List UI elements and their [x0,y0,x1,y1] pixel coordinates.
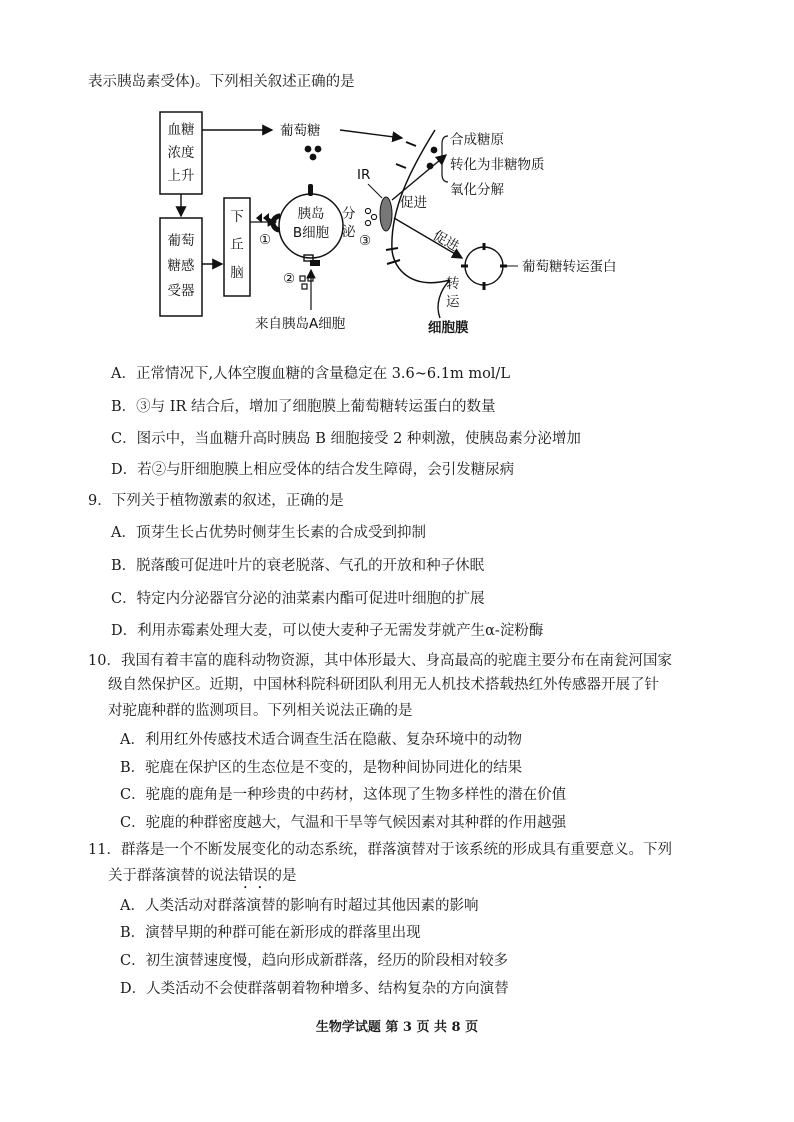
q11-option-d: D．人类活动不会使群落朝着物种增多、结构复杂的方向演替 [120,981,509,997]
outcome-non-sugar: 转化为非糖物质 [450,157,545,173]
label-circle-3: ③ [359,233,372,249]
q10-option-d: C．驼鹿的种群密度越大，气温和干旱等气候因素对其种群的作用越强 [120,815,567,831]
q9-option-b: B．脱落酸可促进叶片的衰老脱落、气孔的开放和种子休眠 [111,558,485,574]
box-glucose-rise-line1: 血糖 [167,122,195,138]
label-circle-2: ② [283,271,296,287]
q8-option-b: B．③与 IR 结合后，增加了细胞膜上葡萄糖转运蛋白的数量 [111,399,496,415]
transport-line2: 运 [446,294,460,310]
promote-label-2: 促进 [430,227,462,255]
outcome-oxidation: 氧化分解 [450,182,504,198]
q9-stem: 9．下列关于植物激素的叙述，正确的是 [88,493,344,509]
q11-stem-post: 的是 [267,868,297,884]
q11-stem-line2 [108,866,297,892]
box-hypothalamus-line3: 脑 [230,265,244,281]
membrane-label: 细胞膜 [428,320,469,336]
outcome-glycogen: 合成糖原 [450,132,504,148]
q10-stem-line1: 10．我国有着丰富的鹿科动物资源，其中体形最大、身高最高的驼鹿主要分布在南瓮河国家 [88,653,672,669]
ir-label: IR [357,167,371,183]
secrete-line1: 分 [342,206,356,222]
q11-option-c: C．初生演替速度慢，趋向形成新群落，经历的阶段相对较多 [120,953,509,969]
box-glucose-rise-line3: 上升 [167,168,195,184]
q10-stem-line2: 级自然保护区。近期，中国林科院科研团队利用无人机技术搭载热红外传感器开展了针 [108,677,659,693]
q9-option-c: C．特定内分泌器官分泌的油菜素内酯可促进叶细胞的扩展 [111,591,485,607]
q11-option-a: A．人类活动对群落演替的影响有时超过其他因素的影响 [120,898,479,914]
q11-stem-pre: 关于群落演替的说法 [108,868,239,884]
insulin-regulation-diagram [150,100,640,340]
q11-option-b: B．演替早期的种群可能在新形成的群落里出现 [120,925,421,941]
q9-option-a: A．顶芽生长占优势时侧芽生长素的合成受到抑制 [111,525,426,541]
q10-stem-line3: 对驼鹿种群的监测项目。下列相关说法正确的是 [108,703,413,719]
q9-option-d: D．利用赤霉素处理大麦，可以使大麦种子无需发芽就产生α-淀粉酶 [111,623,544,639]
secrete-line2: 泌 [342,224,356,240]
page-footer: 生物学试题 第 3 页 共 8 页 [315,1020,479,1035]
from-alpha-cell-label: 来自胰岛A细胞 [255,316,346,332]
cell-label-line2: B细胞 [292,225,330,241]
q8-option-c: C．图示中，当血糖升高时胰岛 B 细胞接受 2 种刺激，使胰岛素分泌增加 [111,431,581,447]
box-sensor-line2: 糖感 [167,258,195,274]
glucose-label: 葡萄糖 [280,123,321,139]
q10-option-b: B．驼鹿在保护区的生态位是不变的，是物种间协同进化的结果 [120,760,523,776]
q10-option-a: A．利用红外传感技术适合调查生活在隐蔽、复杂环境中的动物 [120,732,522,748]
q10-option-c: C．驼鹿的鹿角是一种珍贵的中药材，这体现了生物多样性的潜在价值 [120,787,567,803]
transport-line1: 转 [446,276,460,292]
transporter-label: 葡萄糖转运蛋白 [522,259,617,275]
box-glucose-rise-line2: 浓度 [167,145,195,161]
promote-label-1: 促进 [400,195,427,211]
transport-vesicle [465,247,503,285]
box-hypothalamus-line1: 下 [230,209,244,225]
question-8-intro: 表示胰岛素受体)。下列相关叙述正确的是 [88,74,355,90]
box-hypothalamus-line2: 丘 [230,237,244,253]
q11-stem-emphasis: 错误 [238,868,268,884]
label-circle-1: ① [259,232,272,248]
q11-stem-line1: 11．群落是一个不断发展变化的动态系统，群落演替对于该系统的形成具有重要意义。下列 [88,842,672,858]
q8-option-d: D．若②与肝细胞膜上相应受体的结合发生障碍，会引发糖尿病 [111,462,515,478]
q8-option-a: A．正常情况下,人体空腹血糖的含量稳定在 3.6~6.1m mol/L [111,366,510,382]
cell-label-line1: 胰岛 [297,206,325,222]
box-sensor-line1: 葡萄 [167,233,195,249]
box-sensor-line3: 受器 [167,283,195,299]
